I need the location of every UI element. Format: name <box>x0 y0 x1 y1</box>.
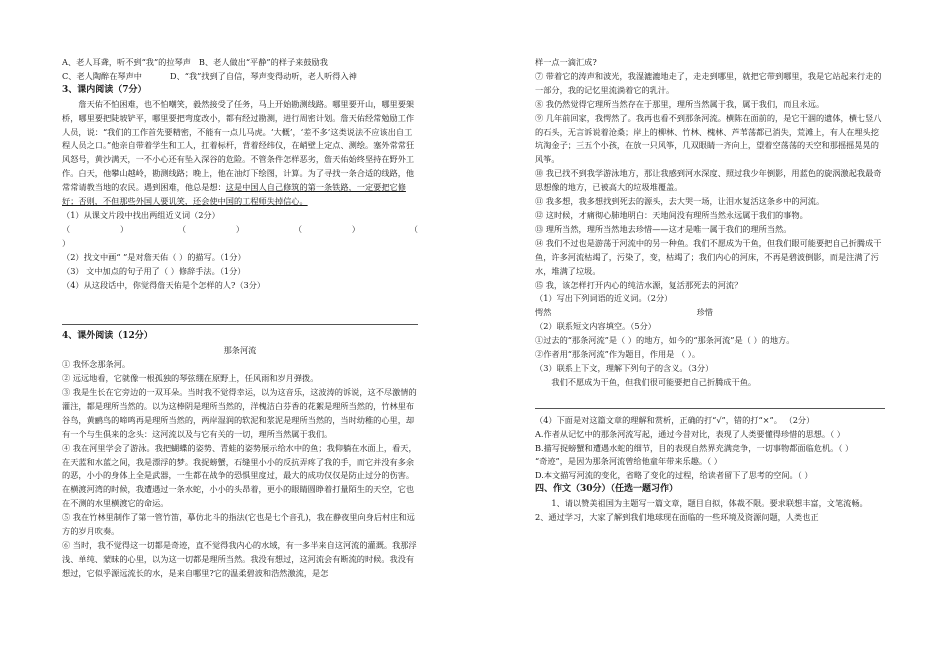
answer-line <box>535 408 885 409</box>
option-b: B、老人做出“平静”的样子来鼓励我 <box>198 57 328 67</box>
article-para: ⑩ 我已找不到我学游泳地方，那让我感到河水深度、照过我少年倒影，用蓝色的旋涡激起我最奇思想像的地方，已被高大的垃圾堆覆盖。 <box>535 168 882 193</box>
rq3-prompt: （3）联系上下文，理解下列句子的含义。（3分） <box>535 362 714 373</box>
judge-item: B.描写捉螃蟹和遭遇水蛇的细节，目的表现自然界充满竞争，一切事物都面临危机。（ ） <box>535 442 854 453</box>
article-para: ③ 我是生长在它旁边的一双耳朵。当时我不觉得幸运，以为这音乐，这波涛的诉说，这不尽激情的灌注，都是理所当然的。以为这棒阴是理所当然的，洋槐洁白芬香的花絮是理所当然的，竹林里布谷鸟，黄鹂鸟的啼鸣再是理所当然的，两岸湿润的软泥和浆泥是理所当然的，当时幼稚的心里，却有一个与生俱来的念头：这河流以及与它有关的一切，理所当然属于我们。 <box>62 387 417 439</box>
article-para: ⑧ 我仍然觉得它理所当然存在于那里，理所当然属于我，属于我们，而且永远。 <box>535 98 825 109</box>
article-para: ④ 我在河里学会了游泳。我把蝴蝶的姿势、青蛙的姿势展示给水中的鱼；我仰躺在水面上，看天，在天蓝和水蓝之间，我是漂浮的梦。我捉螃蟹，石缝里小小的反抗弄疼了我的手，而它并没有多余的恶，小小的身体上全是武器，一生都在战争的恐惧里度过，最大的成功仅仅是防止过分的伤害。在横渡河湾的时候，我遭遇过一条水蛇，小小的头昂着，更小的眼睛圆睁着打量陌生的天空，它也在不测的水里横渡它的命运。 <box>62 442 417 509</box>
q3-prompt: （3） 文中加点的句子用了（ ）修辞手法。（1分） <box>62 265 246 276</box>
section3-passage-text: 詹天佑不怕困难，也不怕嘲笑，毅然接受了任务，马上开始勘测线路。哪里要开山，哪里要架桥，哪里要把陡坡铲平，哪里要把弯度改小，都有经过勘测，进行周密计划。詹天佑经常勉励工作人员，说：“我们的工作首先要精密，不能有一点儿马虎。‘大概’，‘差不多’这类说法不应该出自工程人员之口。”他亲自带着学生和工人，扛着标杆，背着经纬仪，在峭壁上定点、测绘。塞外常常狂风怒号，黄沙满天，一不小心还有坠入深谷的危险。不管条件怎样恶劣，詹天佑始终坚持在野外工作。白天，他攀山越岭，勘测线路；晚上，他在油灯下绘图，计算。为了寻找一条合适的线路，他常常请教当地的农民。遇到困难，他总是想： <box>62 98 415 193</box>
article-para: ⑪ 我多想，我多想找到死去的源头，去大哭一场，让泪水复活这条乡中的河流。 <box>535 196 825 207</box>
judge-item: D.本文描写河流的变化，省略了变化的过程，给读者留下了思考的空间。（ ） <box>535 470 813 481</box>
option-d: D、“我”找到了自信，琴声变得动听，老人听得入神 <box>170 70 357 81</box>
option-c: C、老人陶醉在琴声中 <box>62 70 142 81</box>
article-para: 样一点一滴汇成? <box>535 57 597 67</box>
section4-title: 4、课外阅读（12分） <box>62 331 153 342</box>
q1-blank-end: ） <box>62 237 71 248</box>
article-para: ② 远远地看，它就像一根孤独的琴弦绷在原野上，任风雨和岁月弹拨。 <box>62 373 319 384</box>
article-para: ⑬ 理所当然，理所当然地去珍惜——这才是唯一属于我们的理所当然。 <box>535 223 792 234</box>
q1-blank[interactable]: ） <box>235 223 245 234</box>
q1-blank[interactable]: ） <box>119 223 129 234</box>
article-para: ① 我怀念那条河。 <box>62 359 131 370</box>
article-para: ⑮ 我，该怎样打开内心的纯洁水源，复活那死去的河流？ <box>535 279 743 290</box>
answer-line <box>62 324 418 325</box>
q1-blank[interactable]: （ <box>293 223 303 234</box>
answer-space[interactable] <box>62 292 418 320</box>
option-row-cd <box>62 70 418 84</box>
essay-option-2: 2、通过学习，大家了解到我们地球现在面临的一些环境及资源问题，人类也正 <box>535 512 819 523</box>
option-row-ab <box>62 56 418 70</box>
q1-blank[interactable]: ） <box>351 223 360 234</box>
left-column <box>62 56 418 581</box>
q1-blank[interactable]: （ <box>62 223 71 234</box>
judge-item: “奇迹”，是因为那条河流曾给他童年带来乐趣。（ ） <box>535 456 722 467</box>
article-para: ⑫ 这时候，才痛彻心肺地明白：天地间没有理所当然永远属于我们的事物。 <box>535 209 808 220</box>
rq1-word-1: 愕然 <box>535 307 552 318</box>
essay-option-1: 1、请以赞美祖国为主题写一篇文章，题目自拟，体裁不限。要求联想丰富，文笔流畅。 <box>551 498 868 509</box>
answer-space[interactable] <box>535 390 885 404</box>
rq1-word-2: 珍惜 <box>696 307 713 318</box>
rq1-words <box>535 306 885 320</box>
q1-blank[interactable]: （ <box>409 223 418 234</box>
rq3-sentence: 我们不愿成为干鱼，但我们很可能要把自己折腾成干鱼。 <box>551 376 757 387</box>
composition-title: 四、作文（30分）（任选一题习作） <box>535 484 679 495</box>
rq2-a: ①过去的“那条河流”是（ ）的地方，如今的“那条河流”是（ ）的地方。 <box>535 335 795 346</box>
judge-item: A.作者从记忆中的那条河流写起，通过今昔对比，表现了人类要懂得珍惜的思想。（ ） <box>535 428 845 439</box>
rq2-b: ②作者用“那条河流”作为题目，作用是 （ ）。 <box>535 349 701 360</box>
section3-passage <box>62 98 418 209</box>
option-a: A、老人耳聋，听不到“我”的拉琴声 <box>62 57 191 67</box>
rq1-prompt: （1）写出下列词语的近义词。（2分） <box>535 293 673 304</box>
article-para: ⑨ 几年前回家，我愕然了。我再也看不到那条河流。横陈在面前的，是它干涸的遗体，横七竖八的石头，无言诉说着沧桑；岸上的柳林、竹林、槐林、芦苇荡都已消失，荒滩上，有人在埋头挖坑淘金子；三五个小孩，在放一只风筝，几双眼睛一齐向上，望着空荡荡的天空和那摇摇晃晃的风筝。 <box>535 112 882 165</box>
rq4-prompt: （4）下面是对这篇文章的理解和赏析，正确的打“√”，错的打“×”。 （2分） <box>535 414 815 425</box>
article-para: ⑤ 我在竹林里制作了第一管竹笛，摹仿北斗的指法(它也是七个音孔)，我在静夜里向身后村庄和远方的岁月吹奏。 <box>62 512 415 537</box>
q1-blank[interactable]: （ <box>177 223 187 234</box>
article-title: 那条河流 <box>223 345 257 356</box>
q4-prompt: （4）从这段话中，你觉得詹天佑是个怎样的人?（3分） <box>62 279 266 290</box>
q1-blanks <box>62 223 418 237</box>
article-para: ⑭ 我们不过也是游荡于河流中的另一种鱼。我们不愿成为干鱼，但我们眼可能要把自己折腾成干鱼，许多河流枯竭了，污染了，变，枯竭了；我们内心的河床，不再是碧波倒影，而是注满了污水，堆满了垃圾。 <box>535 237 882 276</box>
article-para: ⑦ 带着它的涛声和波光，我湿漉漉地走了，走走到哪里，就把它带到哪里，我是它站起来行走的一部分，我的记忆里流淌着它的乳汁。 <box>535 70 882 95</box>
section3-underlined-sentence: 这是中国人自己修筑的第一条铁路，一定要把它修好；否则，不但那些外国人要讥笑，还会使中国的工程师失掉信心。 <box>62 182 406 207</box>
section3-title: 3、课内阅读（7分） <box>62 84 147 95</box>
right-column <box>535 56 885 525</box>
q2-prompt: （2）找文中画“ ”是对詹天佑（ ）的描写。（1分） <box>62 251 246 262</box>
q1-prompt: （1）从课文片段中找出两组近义词（2分） <box>62 209 220 220</box>
article-para: ⑥ 当时，我不觉得这一切都是奇迹，直不觉得我内心的水域，有一多半来自这河流的灌溉。我那浮浅、单纯、蒙昧的心里，以为这一切都是理所当然。我没有想过，这河流会有断流的时候。我没有想过，它似乎源远流长的水，是来自哪里?它的温柔碧波和浩然激流，是怎 <box>62 540 417 578</box>
rq2-prompt: （2）联系短文内容填空。（5分） <box>535 321 656 332</box>
